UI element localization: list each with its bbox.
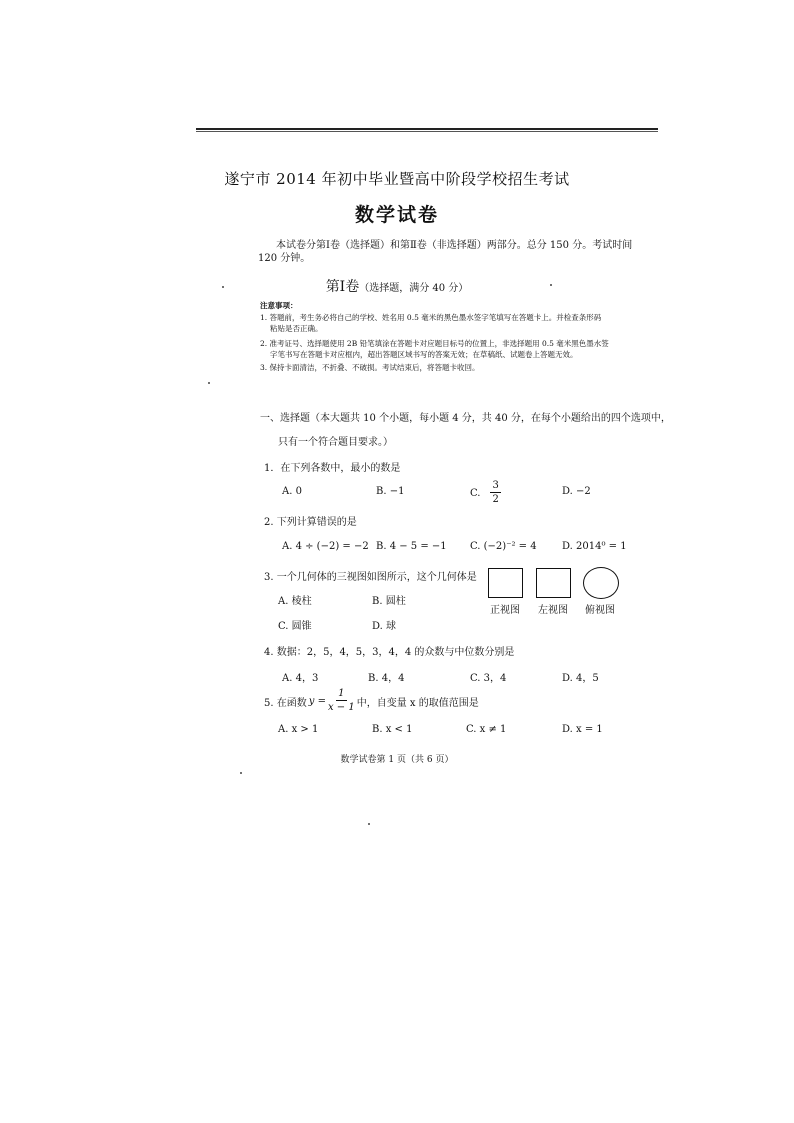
section-subtitle: （选择题，满分 40 分）	[359, 283, 469, 294]
question-3-option-b: B. 圆柱	[372, 596, 406, 607]
question-5-option-a: A. x > 1	[278, 724, 319, 735]
fraction-denominator: x − 1	[327, 702, 355, 713]
part-heading-line-2: 只有一个符合题目要求。）	[278, 437, 393, 448]
question-5-option-c: C. x ≠ 1	[466, 724, 507, 735]
question-2-option-d: D. 2014⁰ = 1	[562, 541, 627, 552]
question-3-option-d: D. 球	[372, 621, 397, 632]
function-fraction	[328, 689, 355, 713]
function-lhs: y =	[308, 695, 326, 707]
question-4-option-a: A. 4，3	[282, 673, 319, 684]
notice-item: 1. 答题前，考生务必将自己的学校、姓名用 0.5 毫米的黑色墨水签字笔填写在答题卡上。并检查条形码	[260, 313, 602, 322]
paper-title: 数学试卷	[354, 204, 439, 226]
question-2-option-c: C. (−2)⁻² = 4	[470, 541, 537, 552]
question-5-option-d: D. x = 1	[562, 724, 603, 735]
question-1-option-a: A. 0	[282, 486, 302, 497]
question-3-stem: 3. 一个几何体的三视图如图所示，这个几何体是	[264, 572, 477, 583]
question-4-option-d: D. 4，5	[562, 673, 599, 684]
question-1-option-c	[470, 481, 501, 505]
part-heading-line-1: 一、选择题（本大题共 10 个小题，每小题 4 分，共 40 分，在每个小题给出的四个选项中，	[260, 413, 671, 424]
question-2-option-b: B. 4 − 5 = −1	[376, 541, 447, 552]
question-3-option-a: A. 棱柱	[278, 596, 312, 607]
fraction	[490, 481, 500, 505]
top-view-circle	[583, 567, 619, 599]
fraction-numerator: 1	[338, 688, 345, 699]
question-1-option-b: B. −1	[376, 486, 405, 497]
question-5-stem	[264, 689, 479, 713]
question-4-option-b: B. 4，4	[368, 673, 405, 684]
question-2-option-a: A. 4 ÷ (−2) = −2	[282, 541, 369, 552]
left-view-label: 左视图	[538, 605, 568, 616]
notice-item: 粘贴是否正确。	[270, 324, 323, 333]
page-footer: 数学试卷第 1 页（共 6 页）	[340, 755, 454, 765]
fraction-numerator: 3	[492, 480, 499, 491]
exam-title: 遂宁市 2014 年初中毕业暨高中阶段学校招生考试	[224, 170, 570, 188]
scan-speck	[368, 823, 370, 825]
question-4-stem: 4. 数据：2，5，4，5，3，4，4 的众数与中位数分别是	[264, 647, 515, 658]
front-view-label: 正视图	[490, 605, 520, 616]
section-title: 第Ⅰ卷	[325, 279, 360, 295]
scan-speck	[550, 284, 552, 286]
option-c-label: C.	[470, 487, 481, 499]
scan-speck	[208, 382, 210, 384]
front-view-square	[488, 568, 523, 598]
question-1-stem: 1．在下列各数中，最小的数是	[264, 463, 401, 474]
top-rule-secondary	[196, 131, 658, 132]
intro-line-2: 120 分钟。	[258, 253, 311, 264]
top-rule	[196, 128, 658, 130]
question-5-stem-prefix: 5. 在函数	[264, 697, 307, 709]
section-heading	[0, 276, 794, 296]
notice-heading: 注意事项：	[260, 301, 298, 310]
left-view-square	[536, 568, 571, 598]
question-1-option-d: D. −2	[562, 486, 591, 497]
question-4-option-c: C. 3，4	[470, 673, 507, 684]
notice-item: 2. 准考证号、选择题使用 2B 铅笔填涂在答题卡对应题目标号的位置上，非选择题用 0.5 毫米黑色墨水签	[260, 339, 609, 348]
scan-speck	[240, 772, 242, 774]
question-5-stem-suffix: 中，自变量 x 的取值范围是	[356, 697, 479, 709]
fraction-denominator: 2	[492, 494, 499, 505]
scan-speck	[222, 286, 224, 288]
notice-item: 字笔书写在答题卡对应框内，超出答题区域书写的答案无效；在草稿纸、试题卷上答题无效。	[270, 350, 578, 359]
notice-item: 3. 保持卡面清洁，不折叠、不破损。考试结束后，将答题卡收回。	[260, 363, 480, 372]
question-2-stem: 2. 下列计算错误的是	[264, 517, 357, 528]
top-view-label: 俯视图	[585, 605, 615, 616]
intro-line-1: 本试卷分第Ⅰ卷（选择题）和第Ⅱ卷（非选择题）两部分。总分 150 分。考试时间	[276, 240, 633, 251]
question-5-option-b: B. x < 1	[372, 724, 413, 735]
question-3-option-c: C. 圆锥	[278, 621, 312, 632]
